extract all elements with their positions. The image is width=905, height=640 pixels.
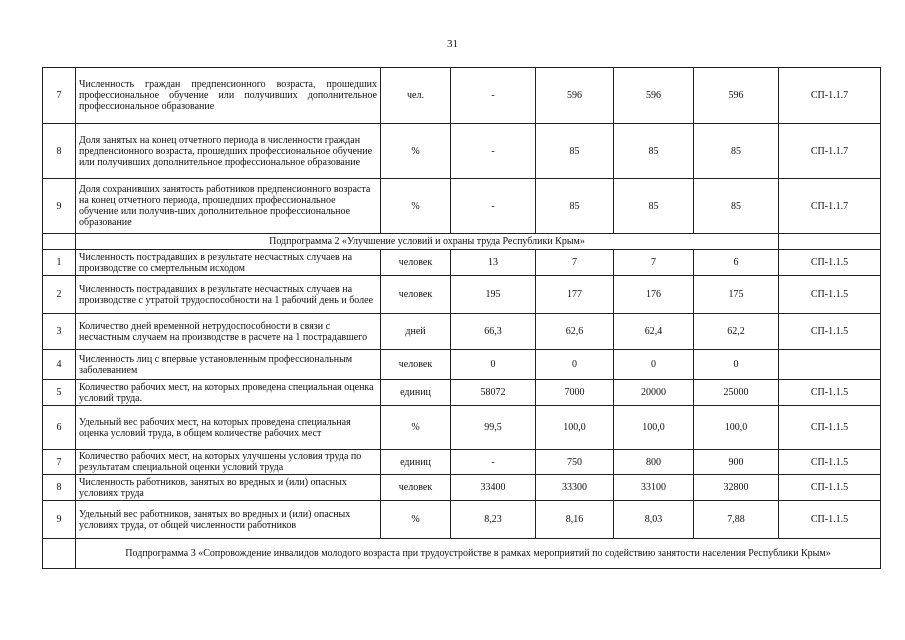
value-year-1: 0	[536, 350, 614, 380]
value-year-3: 85	[694, 179, 779, 234]
row-number: 8	[43, 124, 76, 179]
table-row	[43, 380, 881, 406]
row-number: 3	[43, 314, 76, 350]
indicator-name: Доля занятых на конец отчетного периода в численности граждан предпенсионного возраста, прошедших профессиональное обучение или получивших дополнительное профессиональное образование	[76, 124, 381, 179]
table-row	[43, 124, 881, 179]
program-ref: СП-1.1.5	[779, 475, 881, 501]
value-year-1: 8,16	[536, 501, 614, 539]
table-row	[43, 314, 881, 350]
value-year-2: 33100	[614, 475, 694, 501]
unit-of-measure: единиц	[381, 450, 451, 475]
program-ref: СП-1.1.5	[779, 250, 881, 276]
indicator-name: Численность пострадавших в результате несчастных случаев на производстве со смертельным исходом	[76, 250, 381, 276]
value-year-3: 596	[694, 68, 779, 124]
program-ref: СП-1.1.5	[779, 450, 881, 475]
unit-of-measure: единиц	[381, 380, 451, 406]
table-row	[43, 350, 881, 380]
value-base: -	[451, 124, 536, 179]
value-year-1: 750	[536, 450, 614, 475]
unit-of-measure: человек	[381, 475, 451, 501]
program-ref: СП-1.1.7	[779, 68, 881, 124]
indicator-name: Численность работников, занятых во вредных и (или) опасных условиях труда	[76, 475, 381, 501]
indicator-name: Удельный вес работников, занятых во вредных и (или) опасных условиях труда, от общей численности работников	[76, 501, 381, 539]
indicator-name: Доля сохранивших занятость работников предпенсионного возраста на конец отчетного периода, прошедших профессиональное обучение или получив-ших дополнительное профессиональное образование	[76, 179, 381, 234]
table-row	[43, 68, 881, 124]
value-year-3: 7,88	[694, 501, 779, 539]
row-number: 4	[43, 350, 76, 380]
subprogram-header-blank-cell	[43, 234, 76, 250]
value-year-2: 20000	[614, 380, 694, 406]
indicator-name: Количество дней временной нетрудоспособности в связи с несчастным случаем на производстве в расчете на 1 пострадавшего	[76, 314, 381, 350]
value-year-2: 596	[614, 68, 694, 124]
indicators-table-body	[43, 68, 881, 569]
value-year-2: 62,4	[614, 314, 694, 350]
value-year-3: 175	[694, 276, 779, 314]
row-number: 7	[43, 450, 76, 475]
row-number: 9	[43, 501, 76, 539]
value-year-1: 596	[536, 68, 614, 124]
value-year-1: 7	[536, 250, 614, 276]
indicators-table	[42, 67, 881, 569]
row-number: 9	[43, 179, 76, 234]
row-number: 5	[43, 380, 76, 406]
value-year-3: 100,0	[694, 406, 779, 450]
indicator-name: Количество рабочих мест, на которых проведена специальная оценка условий труда.	[76, 380, 381, 406]
subprogram-header-ref-cell	[779, 234, 881, 250]
value-year-2: 7	[614, 250, 694, 276]
value-base: 99,5	[451, 406, 536, 450]
unit-of-measure: %	[381, 501, 451, 539]
value-base: 8,23	[451, 501, 536, 539]
program-ref: СП-1.1.5	[779, 314, 881, 350]
page-number: 31	[447, 38, 458, 50]
subprogram-header-row	[43, 234, 881, 250]
unit-of-measure: %	[381, 406, 451, 450]
value-year-3: 6	[694, 250, 779, 276]
value-base: 66,3	[451, 314, 536, 350]
table-row	[43, 501, 881, 539]
unit-of-measure: %	[381, 124, 451, 179]
program-ref: СП-1.1.5	[779, 276, 881, 314]
table-row	[43, 250, 881, 276]
value-year-2: 176	[614, 276, 694, 314]
value-year-2: 100,0	[614, 406, 694, 450]
value-year-1: 62,6	[536, 314, 614, 350]
value-year-2: 800	[614, 450, 694, 475]
table-row	[43, 406, 881, 450]
program-ref	[779, 350, 881, 380]
program-ref: СП-1.1.5	[779, 406, 881, 450]
value-year-1: 85	[536, 124, 614, 179]
indicator-name: Количество рабочих мест, на которых улучшены условия труда по результатам специальной оценки условий труда	[76, 450, 381, 475]
table-row	[43, 276, 881, 314]
subprogram-title: Подпрограмма 3 «Сопровождение инвалидов молодого возраста при трудоустройстве в рамках мероприятий по содействию занятости населения Республики Крым»	[76, 539, 881, 569]
value-base: 13	[451, 250, 536, 276]
row-number: 1	[43, 250, 76, 276]
row-number: 6	[43, 406, 76, 450]
value-base: -	[451, 179, 536, 234]
value-year-2: 0	[614, 350, 694, 380]
row-number: 8	[43, 475, 76, 501]
unit-of-measure: человек	[381, 276, 451, 314]
value-year-3: 900	[694, 450, 779, 475]
value-year-3: 85	[694, 124, 779, 179]
table-row	[43, 179, 881, 234]
program-ref: СП-1.1.5	[779, 380, 881, 406]
table-row	[43, 475, 881, 501]
subprogram-title: Подпрограмма 2 «Улучшение условий и охраны труда Республики Крым»	[76, 234, 779, 250]
value-year-1: 85	[536, 179, 614, 234]
value-base: -	[451, 68, 536, 124]
value-base: 58072	[451, 380, 536, 406]
unit-of-measure: чел.	[381, 68, 451, 124]
indicator-name: Численность лиц с впервые установленным профессиональным заболеванием	[76, 350, 381, 380]
table-row	[43, 450, 881, 475]
value-base: 33400	[451, 475, 536, 501]
unit-of-measure: дней	[381, 314, 451, 350]
program-ref: СП-1.1.5	[779, 501, 881, 539]
row-number: 2	[43, 276, 76, 314]
value-base: -	[451, 450, 536, 475]
value-year-1: 177	[536, 276, 614, 314]
unit-of-measure: человек	[381, 250, 451, 276]
row-number: 7	[43, 68, 76, 124]
indicator-name: Численность пострадавших в результате несчастных случаев на производстве с утратой трудоспособности на 1 рабочий день и более	[76, 276, 381, 314]
value-year-3: 32800	[694, 475, 779, 501]
indicator-name: Численность граждан предпенсионного возраста, прошедших профессиональное обучение или получивших дополнительное профессиональное образование	[76, 68, 381, 124]
value-year-1: 33300	[536, 475, 614, 501]
unit-of-measure: %	[381, 179, 451, 234]
value-year-3: 0	[694, 350, 779, 380]
value-year-1: 7000	[536, 380, 614, 406]
value-year-2: 85	[614, 124, 694, 179]
unit-of-measure: человек	[381, 350, 451, 380]
value-year-3: 25000	[694, 380, 779, 406]
value-base: 0	[451, 350, 536, 380]
subprogram-header-blank-cell	[43, 539, 76, 569]
program-ref: СП-1.1.7	[779, 179, 881, 234]
value-year-2: 8,03	[614, 501, 694, 539]
value-year-1: 100,0	[536, 406, 614, 450]
value-year-2: 85	[614, 179, 694, 234]
value-year-3: 62,2	[694, 314, 779, 350]
value-base: 195	[451, 276, 536, 314]
subprogram-header-row	[43, 539, 881, 569]
program-ref: СП-1.1.7	[779, 124, 881, 179]
indicator-name: Удельный вес рабочих мест, на которых проведена специальная оценка условий труда, в общем количестве рабочих мест	[76, 406, 381, 450]
